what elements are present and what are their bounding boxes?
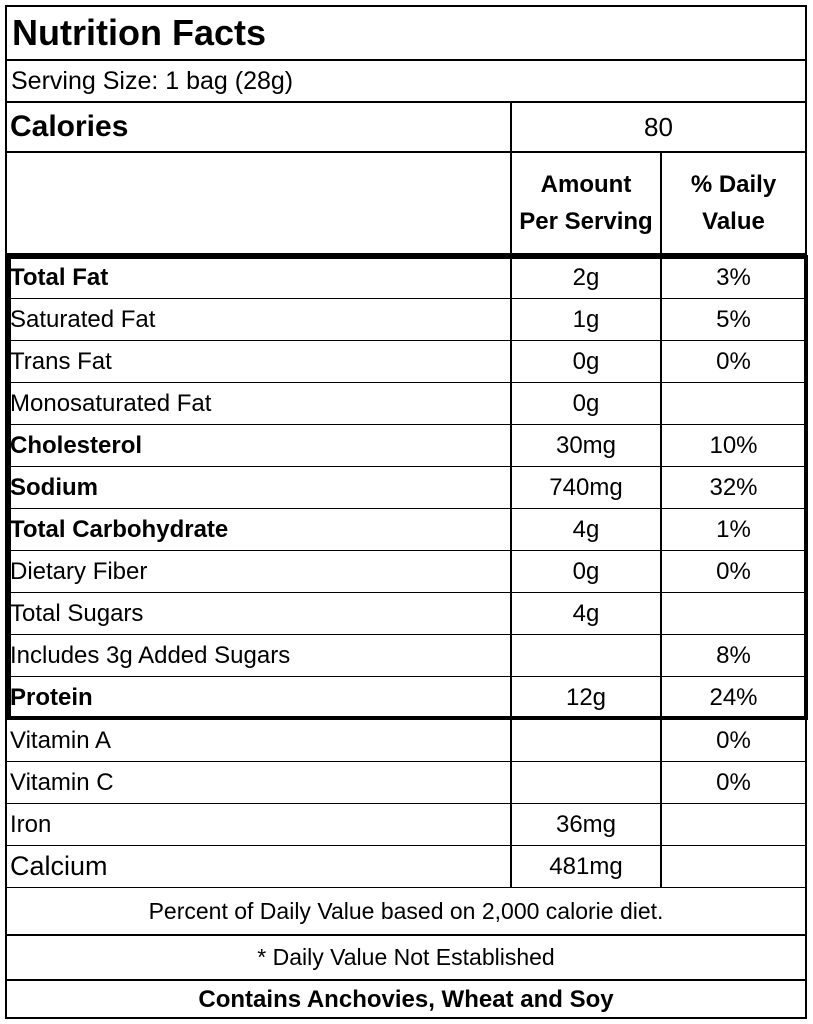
nutrient-name: Vitamin C <box>10 768 114 796</box>
serving-size: Serving Size: 1 bag (28g) <box>7 61 805 103</box>
not-established-note: * Daily Value Not Established <box>7 936 805 981</box>
nutrient-daily-value <box>660 593 805 634</box>
nutrient-name: Dietary Fiber <box>10 557 148 585</box>
nutrient-name: Protein <box>10 683 93 711</box>
allergen-statement: Contains Anchovies, Wheat and Soy <box>198 986 614 1013</box>
table-row <box>7 509 805 551</box>
calories-label: Calories <box>10 110 129 143</box>
nutrient-amount: 0g <box>510 341 660 382</box>
table-row <box>7 677 805 719</box>
table-row <box>7 593 805 635</box>
nutrient-daily-value: 32% <box>660 467 805 508</box>
nutrient-name: Saturated Fat <box>10 305 156 333</box>
nutrient-name: Vitamin A <box>10 726 111 754</box>
nutrient-name: Cholesterol <box>10 431 143 459</box>
nutrient-amount: 30mg <box>510 425 660 466</box>
nutrient-daily-value <box>660 804 805 845</box>
nutrient-amount <box>510 720 660 761</box>
calories-row <box>7 103 805 153</box>
table-row <box>7 383 805 425</box>
amount-header-line1: Amount <box>540 171 632 198</box>
table-row <box>7 425 805 467</box>
nutrient-daily-value <box>660 846 805 887</box>
nutrient-amount <box>510 762 660 803</box>
nutrient-daily-value: 0% <box>660 720 805 761</box>
nutrient-amount: 740mg <box>510 467 660 508</box>
column-header-row <box>7 153 805 257</box>
nutrient-name: Total Carbohydrate <box>10 515 229 543</box>
table-row <box>7 299 805 341</box>
nutrient-amount <box>510 635 660 676</box>
table-row <box>7 341 805 383</box>
amount-header-line2: Per Serving <box>519 208 653 235</box>
table-row <box>7 720 805 762</box>
nutrient-amount: 0g <box>510 551 660 592</box>
header-blank <box>7 153 510 253</box>
calories-value: 80 <box>510 103 805 151</box>
nutrient-daily-value: 5% <box>660 299 805 340</box>
nutrient-name: Monosaturated Fat <box>10 389 212 417</box>
nutrient-amount: 36mg <box>510 804 660 845</box>
table-row <box>7 762 805 804</box>
table-row <box>7 551 805 593</box>
dv-header-line1: % Daily <box>690 171 777 198</box>
nutrient-daily-value <box>660 383 805 424</box>
table-row <box>7 467 805 509</box>
nutrient-name: Sodium <box>10 473 98 501</box>
nutrient-name: Includes 3g Added Sugars <box>10 641 291 669</box>
nutrient-daily-value: 8% <box>660 635 805 676</box>
nutrient-amount: 481mg <box>510 846 660 887</box>
nutrient-name: Iron <box>10 810 52 838</box>
daily-value-note: Percent of Daily Value based on 2,000 calorie diet. <box>7 888 805 936</box>
nutrient-amount: 1g <box>510 299 660 340</box>
label-title: Nutrition Facts <box>7 7 805 61</box>
amount-header <box>510 153 660 253</box>
table-row <box>7 635 805 677</box>
nutrient-daily-value: 1% <box>660 509 805 550</box>
nutrient-amount: 4g <box>510 593 660 634</box>
dv-header-line2: Value <box>702 208 765 235</box>
table-row <box>7 846 805 888</box>
nutrient-amount: 0g <box>510 383 660 424</box>
nutrient-daily-value: 3% <box>660 257 805 298</box>
nutrient-name: Trans Fat <box>10 347 112 375</box>
nutrient-amount: 12g <box>510 677 660 718</box>
nutrient-daily-value: 10% <box>660 425 805 466</box>
nutrient-daily-value: 0% <box>660 762 805 803</box>
nutrient-name: Total Sugars <box>10 599 144 627</box>
nutrient-name: Calcium <box>10 851 108 881</box>
table-row <box>7 257 805 299</box>
nutrient-amount: 2g <box>510 257 660 298</box>
nutrient-daily-value: 24% <box>660 677 805 718</box>
nutrient-daily-value: 0% <box>660 341 805 382</box>
dv-header <box>660 153 805 253</box>
nutrient-daily-value: 0% <box>660 551 805 592</box>
nutrition-label <box>5 5 807 1019</box>
nutrient-name: Total Fat <box>10 263 109 291</box>
nutrient-amount: 4g <box>510 509 660 550</box>
table-row <box>7 804 805 846</box>
